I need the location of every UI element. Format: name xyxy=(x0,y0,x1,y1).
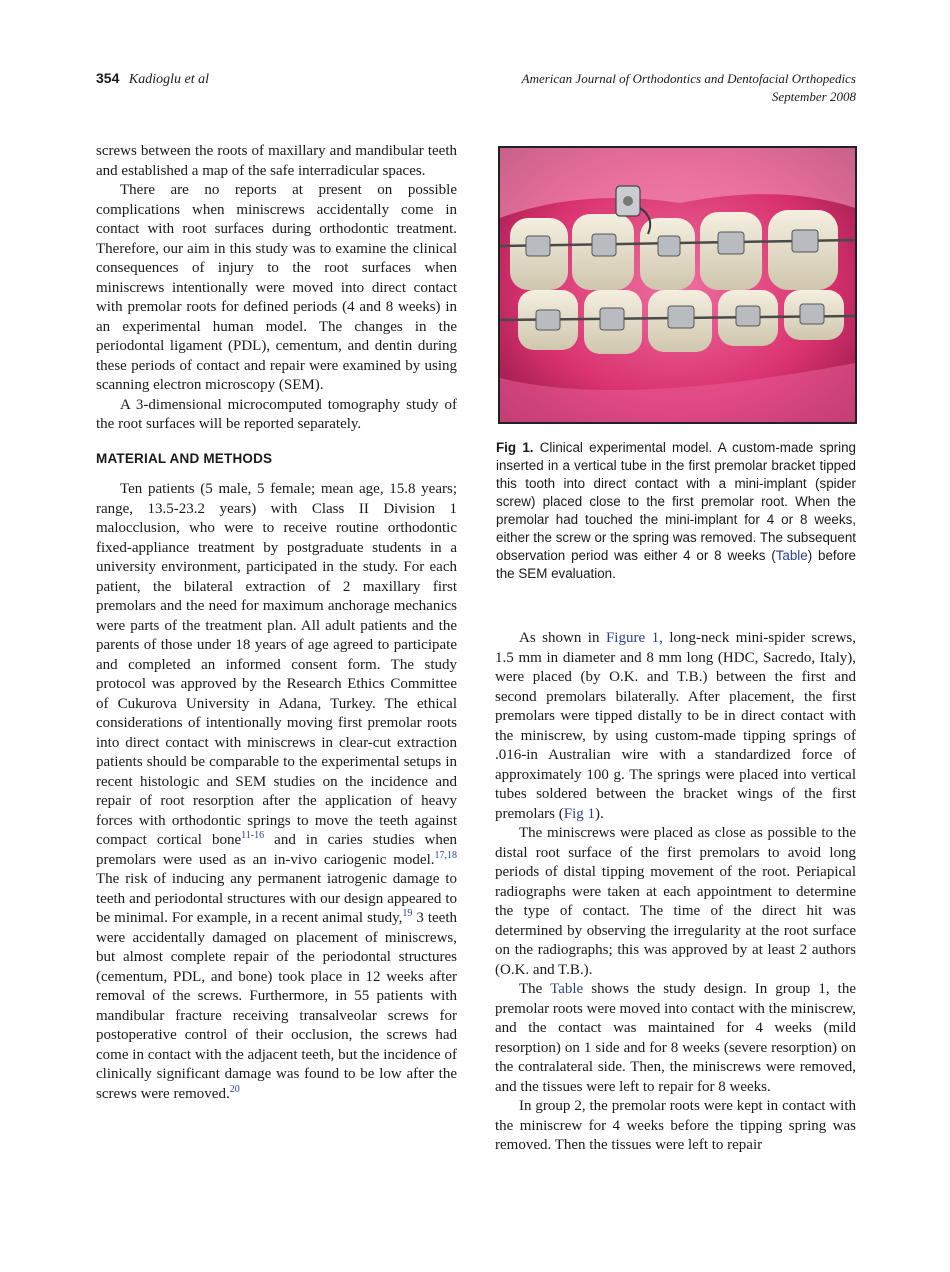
journal-name: American Journal of Orthodontics and Dentofacial Orthopedics xyxy=(521,71,856,86)
figure-photo xyxy=(498,146,857,424)
citation[interactable]: 11-16 xyxy=(241,830,265,841)
paragraph: screws between the roots of maxillary and mandibular teeth and established a map of the safe interradicular spaces. xyxy=(96,143,457,179)
left-column xyxy=(96,142,457,1104)
table-link[interactable]: Table xyxy=(775,548,808,563)
clinical-photo-illustration xyxy=(500,148,855,422)
figure-label: Fig 1. xyxy=(496,440,534,455)
citation[interactable]: 20 xyxy=(229,1083,240,1095)
right-column xyxy=(495,629,856,1156)
running-header-left xyxy=(96,70,209,88)
text-span: Ten patients (5 male, 5 female; mean age, 15.8 years; range, 13.5-23.2 years) with Class II Division 1 malocclusion, who were to receive routine orthodontic fixed-appliance treatment by postgraduate students in a university environment, participated in the study. For each patient, the bilateral extraction of 2 maxillary first premolars and the need for maximum anchorage mechanics were parts of the treatment plan. All adult patients and the parents of those under 18 years of age agreed to participate and completed an informed consent form. The study protocol was approved by the Research Ethics Committee of Cukurova University in Adana, Turkey. The ethical considerations of intentionally moving first premolar roots into direct contact with miniscrews in clear-cut extraction patients should be comparable to the experimental setups in recent histologic and SEM studies on the incidence and repair of root resorption after the application of heavy forces with orthodontic springs to move the teeth against compact cortical bone xyxy=(96,481,457,848)
paragraph: A 3-dimensional microcomputed tomography study of the root surfaces will be reported separately. xyxy=(96,396,457,432)
text-span: shows the study design. In group 1, the premolar roots were moved into contact with the miniscrew, and the contact was maintained for 4 weeks (mild resorption) on 1 side and for 8 weeks (severe resorption) on the contralateral side. Then, the miniscrews were removed, and the tissues were left to repair for 8 weeks. xyxy=(495,981,857,1095)
text-span: and in caries studies when premolars were used as an in-vivo cariogenic model. xyxy=(96,832,457,868)
section-heading: MATERIAL AND METHODS xyxy=(96,450,273,466)
text-span: The xyxy=(519,981,551,997)
figure-link[interactable]: Fig 1 xyxy=(563,805,595,822)
paragraph: There are no reports at present on possible complications when miniscrews accidentally come in contact with root surfaces during orthodontic treatment. Therefore, our aim in this study was to examine the clinical consequences of injury to the root surfaces when miniscrews intentionally were moved into direct contact with premolar roots for defined periods (4 and 8 weeks) in an experimental human model. The changes in the periodontal ligament (PDL), cementum, and dentin during these periods of contact and repair were examined by using scanning electron microscopy (SEM). xyxy=(96,182,457,393)
text-span: long-neck mini-spider screws, 1.5 mm in diameter and 8 mm long (HDC, Sacredo, Italy), were placed (by O.K. and T.B.) between the first and second premolars bilaterally. After placement, the first premolars were tipped distally to be in direct contact with the miniscrew, by using custom-made tipping springs of .016-in Australian wire with a standardized force of approximately 100 g. The springs were placed into vertical tubes soldered between the bracket wings of the first premolars ( xyxy=(495,630,857,822)
text-span: The risk of inducing any permanent iatrogenic damage to teeth and periodontal structures with our design appeared to be minimal. For example, in a recent animal study, xyxy=(96,871,457,926)
paragraph: The miniscrews were placed as close as possible to the distal root surface of the first premolars to avoid long periods of distal tipping movement of the root. Periapical radiographs were taken at each appointment to determine the type of contact. The time of the direct hit was determined by observing the irregularity at the root surface on the radiographs; this was approved by at least 2 authors (O.K. and T.B.). xyxy=(495,825,856,978)
mini-implant xyxy=(616,186,640,216)
running-authors: Kadioglu et al xyxy=(128,72,209,87)
text-span: As shown in xyxy=(519,630,606,646)
citation[interactable]: 17,18 xyxy=(434,849,457,861)
paragraph xyxy=(96,480,457,1104)
caption-text: Clinical experimental model. A custom-made spring inserted in a vertical tube in the first premolar bracket tipped this tooth into direct contact with a mini-implant (spider screw) placed close to the first premolar root. When the premolar had touched the mini-implant for 4 or 8 weeks, either the screw or the spring was removed. The subsequent observation period was either 4 or 8 weeks ( xyxy=(496,440,856,563)
running-header-right xyxy=(522,70,856,106)
figure-caption xyxy=(496,439,856,583)
table-link[interactable]: Table xyxy=(550,981,584,997)
text-span: ). xyxy=(595,805,604,822)
issue-date: September 2008 xyxy=(771,89,856,104)
paragraph xyxy=(495,629,856,824)
citation[interactable]: 19 xyxy=(402,908,413,919)
paragraph xyxy=(495,980,856,1097)
figure-link[interactable]: Figure 1, xyxy=(605,630,663,646)
paragraph: In group 2, the premolar roots were kept in contact with the miniscrew for 4 weeks before the tipping spring was removed. Then the tissues were left to repair xyxy=(495,1098,856,1153)
page-number: 354 xyxy=(96,70,120,86)
caption-text: ) before the SEM evaluation. xyxy=(496,548,856,581)
text-span: 3 teeth were accidentally damaged on placement of miniscrews, but almost complete repair of the periodontal structures (cementum, PDL, and bone) took place in 12 weeks after removal of the screws. Furthermore, in 55 patients with mandibular fracture receiving transalveolar screws for postoperative control of their occlusion, the screws had come in contact with the adjacent teeth, but the incidence of clinically significant damage was found to be low after the screws were removed. xyxy=(96,910,458,1102)
